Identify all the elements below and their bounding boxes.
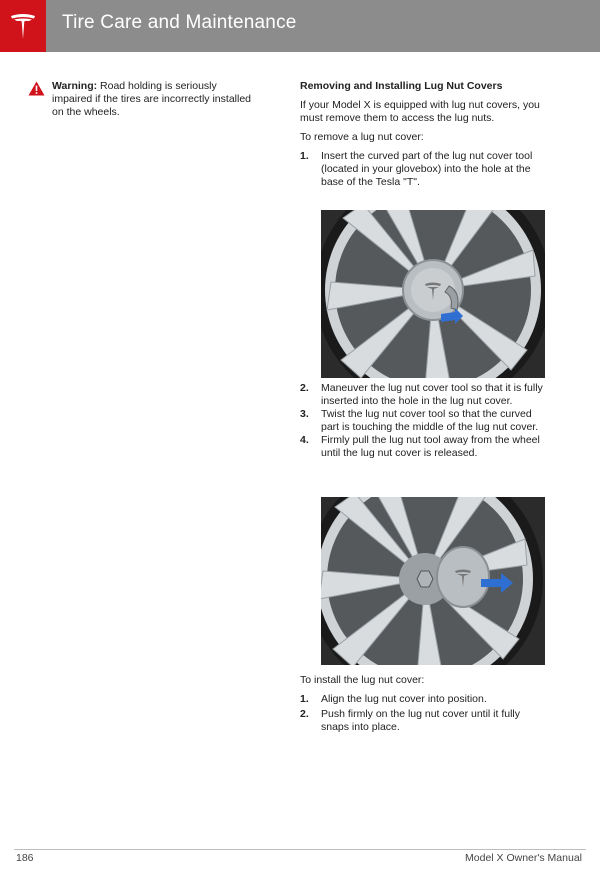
- list-item: [300, 434, 550, 460]
- warning-text: [52, 80, 258, 119]
- step-text: Insert the curved part of the lug nut cover tool (located in your glovebox) into the hole at the base of the Tesla "T".: [321, 150, 533, 188]
- step-text: Firmly pull the lug nut tool away from the wheel until the lug nut cover is released.: [321, 434, 540, 459]
- list-item: [300, 408, 550, 434]
- list-item: [300, 708, 550, 734]
- page-title: Tire Care and Maintenance: [62, 12, 297, 33]
- warning-body: Road holding is seriously impaired if the tires are incorrectly installed on the wheels.: [52, 80, 251, 118]
- step-text: Maneuver the lug nut cover tool so that it is fully inserted into the hole in the lug nut cover.: [321, 382, 543, 407]
- warning-triangle-icon: [28, 81, 45, 96]
- step-number: 1.: [300, 150, 309, 162]
- page-header: [0, 0, 600, 52]
- remove-intro: To remove a lug nut cover:: [300, 131, 424, 143]
- install-steps-list: [300, 693, 550, 734]
- manual-title: Model X Owner's Manual: [465, 852, 582, 864]
- list-item: [300, 693, 550, 706]
- remove-steps-list-1: [300, 150, 550, 189]
- step-text: Align the lug nut cover into position.: [321, 693, 487, 705]
- content-column-bottom: [300, 674, 550, 734]
- page-number: 186: [16, 852, 34, 864]
- wheel-photo-cover-removal: [321, 497, 545, 665]
- wheel-illustration: [321, 497, 545, 665]
- content-column-mid: [300, 382, 550, 460]
- wheel-photo-tool-insert: [321, 210, 545, 378]
- step-number: 3.: [300, 408, 309, 420]
- tesla-logo: [0, 0, 46, 52]
- install-intro: To install the lug nut cover:: [300, 674, 425, 686]
- list-item: [300, 150, 550, 189]
- footer-divider: [14, 849, 586, 850]
- section-heading: Removing and Installing Lug Nut Covers: [300, 80, 503, 92]
- step-number: 2.: [300, 708, 309, 720]
- section-intro: If your Model X is equipped with lug nut covers, you must remove them to access the lug nuts.: [300, 99, 540, 124]
- warning-label: Warning:: [52, 80, 98, 92]
- step-text: Twist the lug nut cover tool so that the curved part is touching the middle of the lug nut cover.: [321, 408, 539, 433]
- list-item: [300, 382, 550, 408]
- step-text: Push firmly on the lug nut cover until it fully snaps into place.: [321, 708, 521, 733]
- content-column: [300, 80, 550, 189]
- remove-steps-list-2: [300, 382, 550, 460]
- step-number: 4.: [300, 434, 309, 446]
- step-number: 1.: [300, 693, 309, 705]
- step-number: 2.: [300, 382, 309, 394]
- warning-note: [28, 80, 258, 119]
- tesla-t-logo-icon: [9, 12, 37, 40]
- wheel-illustration: [321, 210, 545, 378]
